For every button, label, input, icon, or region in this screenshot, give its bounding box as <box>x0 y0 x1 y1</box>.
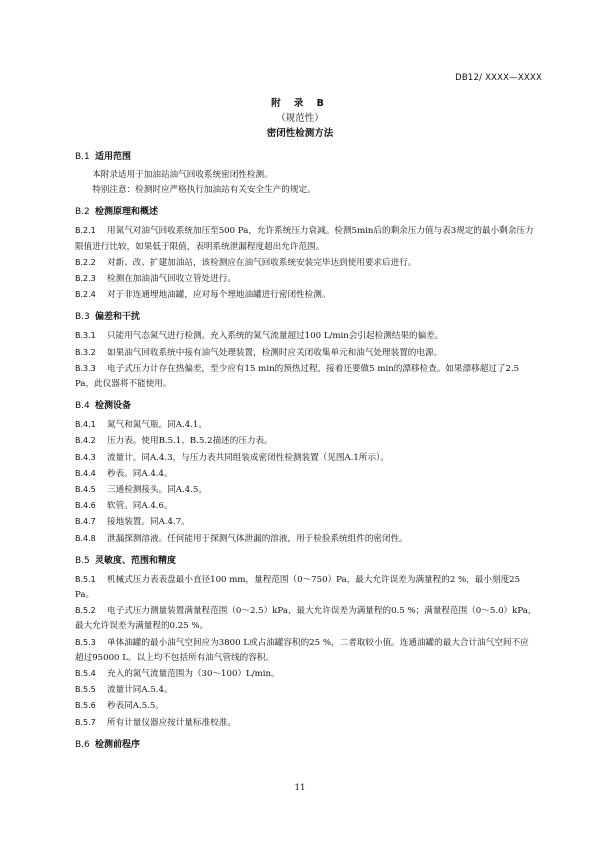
section-title: 检测原理和概述 <box>95 207 159 218</box>
section-b-1 <box>75 150 537 198</box>
clause-number: B.5.5 <box>75 685 96 695</box>
clause-text: 所有计量仪器应按计量标准校准。 <box>107 717 236 728</box>
section-heading <box>75 205 537 220</box>
clause <box>75 482 537 498</box>
clause-text: 秒表同A.5.5。 <box>107 701 164 712</box>
clause <box>75 287 537 303</box>
clause <box>75 433 537 449</box>
clause <box>75 698 537 714</box>
clause <box>75 572 537 603</box>
clause-text: 对于非连通埋地油罐，应对每个埋地油罐进行密闭性检测。 <box>107 290 331 301</box>
clause-text: 机械式压力表表盘最小直径100 mm，量程范围（0～750）Pa，最大允许误差为满量程的2 %，最小刻度25 Pa。 <box>75 574 521 601</box>
clause-number: B.4.4 <box>75 468 96 478</box>
clause-number: B.5.2 <box>75 606 96 616</box>
clause <box>75 603 537 634</box>
section-heading <box>75 150 537 165</box>
clause <box>75 682 537 698</box>
section-title: 灵敏度、范围和精度 <box>95 555 177 566</box>
section-number: B.1 <box>75 152 90 162</box>
paragraph: 本附录适用于加油站油气回收系统密闭性检测。 <box>92 170 273 180</box>
document-body <box>75 150 537 760</box>
section-title: 检测前程序 <box>95 739 141 750</box>
clause-number: B.5.4 <box>75 669 96 679</box>
clause <box>75 255 537 271</box>
clause-number: B.3.3 <box>75 363 96 373</box>
paragraph: 特别注意：检测时应严格执行加油站有关安全生产的规定。 <box>92 185 316 196</box>
clause-number: B.3.2 <box>75 347 96 357</box>
clause <box>75 271 537 287</box>
clause-text: 对新、改、扩建加油站，该检测应在油气回收系统安装完毕达到使用要求后进行。 <box>107 257 417 268</box>
clause-number: B.5.3 <box>75 637 96 647</box>
clause-text: 流量计。同A.4.3，与压力表共同组装成密闭性检测装置（见图A.1所示）。 <box>107 452 389 463</box>
clause <box>75 715 537 731</box>
section-b-3 <box>75 310 537 392</box>
clause-number: B.2.4 <box>75 290 96 300</box>
clause-number: B.4.5 <box>75 485 96 495</box>
clause-text: 软管。同A.4.6。 <box>107 501 173 512</box>
clause <box>75 635 537 666</box>
clause <box>75 450 537 466</box>
section-title: 检测设备 <box>95 401 132 412</box>
clause <box>75 328 537 344</box>
clause <box>75 345 537 361</box>
clause-text: 三通检测接头。同A.4.5。 <box>107 485 207 496</box>
section-b-6 <box>75 738 537 753</box>
clause <box>75 531 537 547</box>
section-number: B.3 <box>75 312 90 323</box>
section-number: B.2 <box>75 207 90 218</box>
clause-text: 氮气和氮气瓶。同A.4.1。 <box>107 420 207 431</box>
clause-text: 泄漏探测溶液。任何能用于探测气体泄漏的溶液，用于检验系统组件的密闭性。 <box>107 533 408 544</box>
clause-text: 流量计同A.5.4。 <box>107 685 173 696</box>
clause <box>75 666 537 682</box>
section-heading <box>75 554 537 569</box>
page-number: 11 <box>294 783 306 793</box>
clause-number: B.5.7 <box>75 717 96 727</box>
clause-text: 电子式压力计存在热偏差，至少应有15 min的预热过程，接着还要做5 min的漂移检查。如果漂移超过了2.5 Pa，此仪器将不能使用。 <box>75 363 520 390</box>
clause-number: B.2.3 <box>75 274 96 284</box>
clause <box>75 466 537 482</box>
clause-text: 只能用气态氮气进行检测。充入系统的氮气流量超过100 L/min会引起检测结果的偏差。 <box>107 331 444 342</box>
section-heading <box>75 310 537 325</box>
document-number: DB12/ XXXX—XXXX <box>455 73 542 83</box>
clause-number: B.4.8 <box>75 533 96 543</box>
clause <box>75 223 537 254</box>
clause-number: B.5.6 <box>75 701 96 711</box>
clause-text: 单体油罐的最小油气空间应为3800 L或占油罐容积的25 %，二者取较小值。连通油罐的最大合计油气空间不应超过95000 L。以上均不包括所有油气管线的容积。 <box>75 637 529 663</box>
clause-number: B.2.1 <box>75 226 96 236</box>
clause-number: B.4.3 <box>75 452 96 462</box>
clause-number: B.3.1 <box>75 331 96 341</box>
clause-text: 电子式压力测量装置满量程范围（0～2.5）kPa，最大允许误差为满量程的0.5 %；满量程范围（0～5.0）kPa，最大允许误差为满量程的0.25 %。 <box>75 606 537 632</box>
clause-number: B.4.1 <box>75 420 96 430</box>
section-heading <box>75 399 537 414</box>
appendix-type: （规范性） <box>276 113 324 124</box>
clause-text: 充入的氮气流量范围为（30～100）L/min。 <box>107 669 280 680</box>
clause-text: 用氮气对油气回收系统加压至500 Pa，允许系统压力衰减。检测5min后的剩余压力值与表3规定的最小剩余压力限值进行比较，如果低于限值，表明系统泄漏程度超出允许范围。 <box>75 226 534 252</box>
section-number: B.4 <box>75 401 90 412</box>
section-b-5 <box>75 554 537 731</box>
clause-text: 压力表。使用B.5.1、B.5.2描述的压力表。 <box>107 436 273 447</box>
clause <box>75 417 537 433</box>
clause-text: 接地装置。同A.4.7。 <box>107 517 190 528</box>
section-title: 偏差和干扰 <box>95 312 141 323</box>
clause <box>75 514 537 530</box>
clause-text: 如果油气回收系统中接有油气处理装置，检测时应关闭收集单元和油气处理装置的电源。 <box>107 347 443 358</box>
clause-text: 秒表。同A.4.4。 <box>107 468 173 479</box>
section-number: B.5 <box>75 555 90 566</box>
clause-number: B.2.2 <box>75 257 96 267</box>
clause <box>75 498 537 514</box>
clause-number: B.5.1 <box>75 574 96 584</box>
section-heading <box>75 738 537 753</box>
appendix-name: 密闭性检测方法 <box>266 128 334 139</box>
clause <box>75 361 537 392</box>
clause-number: B.4.7 <box>75 517 96 527</box>
section-b-2 <box>75 205 537 303</box>
section-b-4 <box>75 399 537 547</box>
appendix-title: 附 录 B <box>271 98 329 109</box>
clause-number: B.4.2 <box>75 436 96 446</box>
clause-number: B.4.6 <box>75 501 96 511</box>
clause-text: 检测在加油油气回收立管处进行。 <box>107 274 236 285</box>
section-number: B.6 <box>75 739 90 750</box>
section-title: 适用范围 <box>95 152 132 162</box>
